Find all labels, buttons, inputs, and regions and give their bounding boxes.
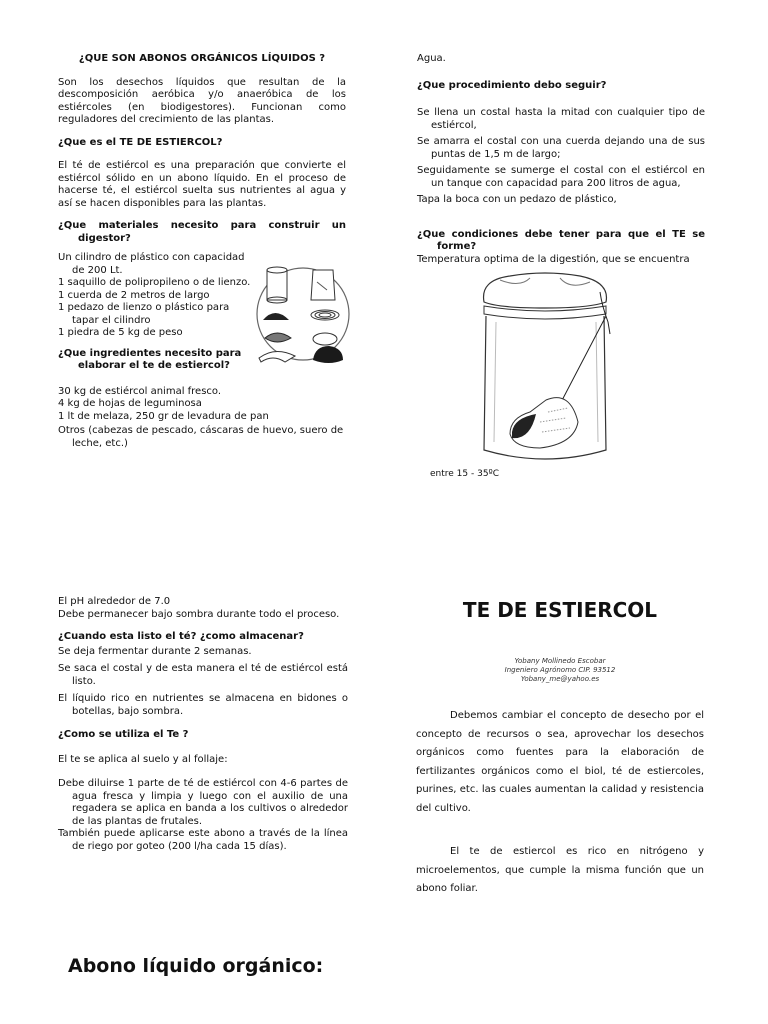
steps-list xyxy=(417,107,705,207)
author-email: Yobany_me@yahoo.es xyxy=(520,675,600,683)
left-bottom-column xyxy=(58,596,348,853)
nitrogen-paragraph: El te de estiercol es rico en nitrógeno y microelementos, que cumple la misma función que un abono foliar. xyxy=(416,846,704,894)
footer-title: Abono líquido orgánico: xyxy=(68,955,324,977)
material-item: 1 cuerda de 2 metros de largo xyxy=(58,289,210,301)
author-name: Yobany Mollinedo Escobar xyxy=(514,657,606,665)
barrel-illustration xyxy=(470,272,620,467)
sack-icon xyxy=(311,270,335,300)
usage-item: Debe diluirse 1 parte de té de estiércol con 4-6 partes de agua fresca y limpia y luego con el auxilio de una regadera se aplica en banda a los cultivos o alrededor de las plantas de frutales. xyxy=(58,778,348,827)
manure-pile-icon xyxy=(263,313,289,320)
leaves-icon xyxy=(265,333,291,342)
ingredient-item: 4 kg de hojas de leguminosa xyxy=(58,398,202,409)
ready-item: Se saca el costal y de esta manera el té de estiércol está listo. xyxy=(58,663,348,687)
brochure-title: TE DE ESTIERCOL xyxy=(462,598,658,622)
heading-procedure: ¿Que procedimiento debo seguir? xyxy=(417,79,607,91)
usage-item: También puede aplicarse este abono a través de la línea de riego por goteo (200 l/ha cada 15 días). xyxy=(58,828,348,852)
ready-item: El líquido rico en nutrientes se almacena en bidones o botellas, bajo sombra. xyxy=(58,693,348,717)
material-item: 1 piedra de 5 kg de peso xyxy=(58,327,183,338)
rope-icon xyxy=(311,310,339,320)
water-label: Agua. xyxy=(417,53,446,64)
material-item: 1 saquillo de polipropileno o de lienzo. xyxy=(58,277,251,288)
author-credits xyxy=(415,657,705,684)
ingredient-item: 30 kg de estiércol animal fresco. xyxy=(58,385,222,397)
step-item: Se llena un costal hasta la mitad con cualquier tipo de estiércol, xyxy=(417,107,705,131)
paragraph-what-is-tea: El té de estiércol es una preparación que convierte el estiércol sólido en un abono líquido. En el proceso de hacerse té, el estiércol suelta sus nutrientes al agua y así se hacen disponibles para las plantas. xyxy=(58,160,346,209)
heading-materials: ¿Que materiales necesito para construir un digestor? xyxy=(58,220,346,244)
material-item: Un cilindro de plástico con capacidad de 200 Lt. xyxy=(58,252,245,276)
usage-list xyxy=(58,778,348,853)
heading-what-is-tea: ¿Que es el TE DE ESTIERCOL? xyxy=(58,136,223,148)
paragraph-how-to-use: El te se aplica al suelo y al follaje: xyxy=(58,753,228,765)
paragraph-conditions: Temperatura optima de la digestión, que se encuentra xyxy=(417,253,690,265)
sack-in-barrel-icon xyxy=(510,398,578,448)
materials-illustration xyxy=(255,262,351,372)
ready-item: Se deja fermentar durante 2 semanas. xyxy=(58,645,252,657)
temperature-range: entre 15 - 35ºC xyxy=(430,469,500,479)
heading-conditions: ¿Que condiciones debe tener para que el TE se forme? xyxy=(417,228,705,252)
cylinder-icon xyxy=(267,267,287,303)
step-item: Tapa la boca con un pedazo de plástico, xyxy=(417,194,617,205)
step-item: Seguidamente se sumerge el costal con el estiércol en un tanque con capacidad para 200 litros de agua, xyxy=(417,165,705,189)
ph-text: El pH alrededor de 7.0 xyxy=(58,596,171,607)
step-item: Se amarra el costal con una cuerda dejando una de sus puntas de 1,5 m de largo; xyxy=(417,136,705,160)
heading-when-ready: ¿Cuando esta listo el té? ¿como almacenar? xyxy=(58,631,304,642)
heading-how-to-use: ¿Como se utiliza el Te ? xyxy=(58,729,189,740)
heading-ingredients: ¿Que ingredientes necesito para elaborar el te de estiercol? xyxy=(58,347,242,371)
molasses-icon xyxy=(313,333,337,345)
right-top-column xyxy=(417,53,705,266)
cloth-icon xyxy=(259,351,295,362)
material-item: 1 pedazo de lienzo o plástico para tapar el cilindro xyxy=(58,302,230,326)
stone-icon xyxy=(313,346,343,363)
ingredient-item: Otros (cabezas de pescado, cáscaras de huevo, suero de leche, etc.) xyxy=(58,425,344,449)
ingredient-item: 1 lt de melaza, 250 gr de levadura de pan xyxy=(58,410,269,422)
ready-list xyxy=(58,646,348,719)
author-role: Ingeniero Agrónomo CIP. 93512 xyxy=(504,666,616,674)
materials-list xyxy=(58,252,254,340)
left-top-column xyxy=(58,53,346,450)
intro-paragraph: Debemos cambiar el concepto de desecho por el concepto de recursos o sea, aprovechar los desechos orgánicos como fuentes para la elaboración de fertilizantes orgánicos como el biol, té de estiercoles, purines, etc. las cuales aumentan la calidad y resistencia del cultivo. xyxy=(416,710,704,814)
ingredients-list xyxy=(58,386,346,451)
paragraph-liquid-fertilizers: Son los desechos líquidos que resultan de la descomposición aeróbica y/o anaeróbica de los estiércoles (en biodigestores). Funcionan como reguladores del crecimiento de las plantas. xyxy=(58,76,346,125)
heading-liquid-fertilizers: ¿QUE SON ABONOS ORGÁNICOS LÍQUIDOS ? xyxy=(78,53,326,64)
shade-text: Debe permanecer bajo sombra durante todo el proceso. xyxy=(58,608,340,620)
